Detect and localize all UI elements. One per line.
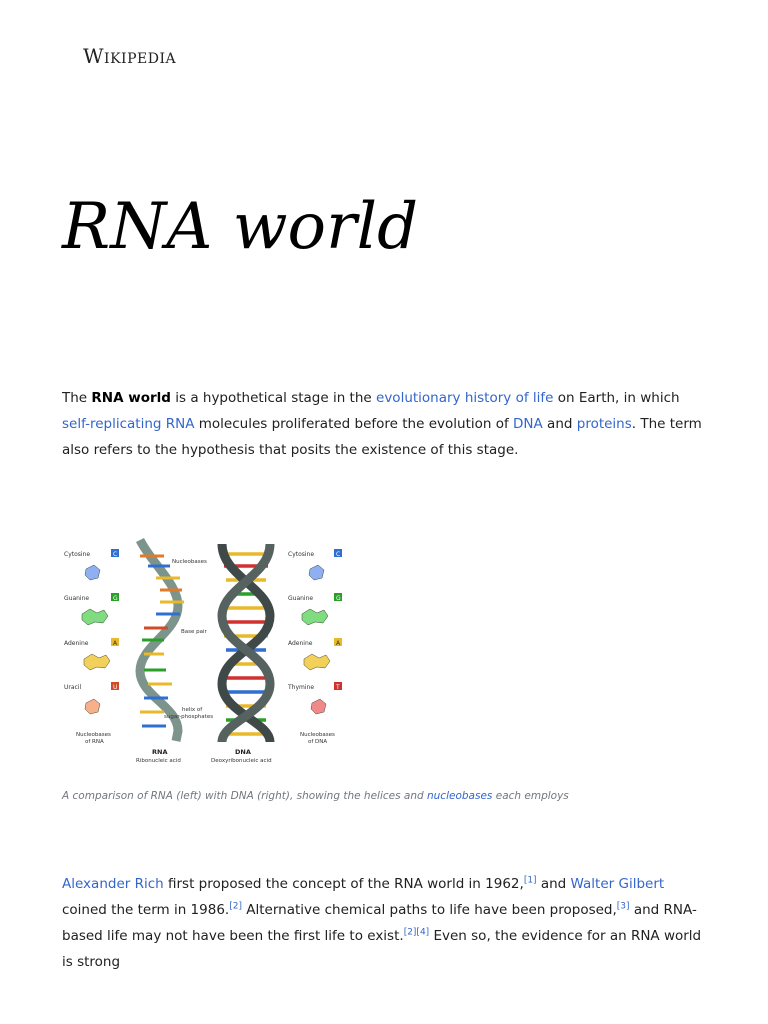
adenine-molecule-icon bbox=[304, 654, 330, 670]
dna-subtitle: Deoxyribonucleic acid bbox=[211, 758, 272, 764]
dna-bases-caption: Nucleobases bbox=[300, 732, 335, 738]
base-name: Cytosine bbox=[288, 551, 315, 558]
rna-helix bbox=[140, 540, 213, 741]
base-letter: A bbox=[336, 640, 341, 647]
history-paragraph bbox=[62, 871, 702, 975]
guanine-molecule-icon bbox=[82, 609, 108, 625]
guanine-molecule-icon bbox=[302, 609, 328, 625]
text: and bbox=[542, 416, 577, 432]
helix-label: helix of bbox=[182, 707, 203, 713]
thymine-molecule-icon bbox=[311, 699, 326, 714]
cytosine-molecule-icon bbox=[85, 565, 100, 580]
text: is a hypothetical stage in the bbox=[170, 390, 377, 406]
citation-link[interactable]: [2][4] bbox=[403, 927, 430, 938]
link-self-replicating-rna[interactable]: self-replicating RNA bbox=[62, 416, 195, 432]
text: A comparison of RNA (left) with DNA (right), showing the helices and bbox=[62, 790, 427, 802]
base-letter: G bbox=[336, 595, 341, 602]
rna-subtitle: Ribonucleic acid bbox=[136, 758, 181, 764]
citation-link[interactable]: [1] bbox=[523, 875, 537, 886]
base-letter: C bbox=[113, 551, 118, 558]
wikipedia-wordmark[interactable]: Wikipedia bbox=[83, 44, 177, 68]
base-name: Guanine bbox=[64, 595, 90, 602]
text: The bbox=[62, 390, 92, 406]
cytosine-molecule-icon bbox=[309, 565, 324, 580]
base-letter: A bbox=[113, 640, 118, 647]
link-dna[interactable]: DNA bbox=[513, 416, 543, 432]
base-name: Thymine bbox=[288, 684, 315, 691]
text: first proposed the concept of the RNA world in 1962, bbox=[163, 876, 524, 892]
rna-title: RNA bbox=[152, 748, 168, 756]
text: . The term also refers to the hypothesis that posits the existence of this stage. bbox=[62, 416, 702, 458]
text: on Earth, in which bbox=[553, 390, 680, 406]
base-name: Uracil bbox=[64, 684, 82, 691]
text: and RNA-based life may not have been the first life to exist. bbox=[62, 902, 697, 944]
link-walter-gilbert[interactable]: Walter Gilbert bbox=[570, 876, 665, 892]
text: molecules proliferated before the evolution of bbox=[194, 416, 514, 432]
text: Even so, the evidence for an RNA world is strong bbox=[62, 928, 702, 970]
base-name: Guanine bbox=[288, 595, 314, 602]
nucleobases-label: Nucleobases bbox=[172, 559, 207, 565]
base-name: Adenine bbox=[288, 640, 313, 647]
bold-term: RNA world bbox=[91, 390, 171, 406]
dna-helix bbox=[222, 544, 270, 742]
link-alexander-rich[interactable]: Alexander Rich bbox=[62, 876, 164, 892]
right-bases bbox=[287, 549, 342, 745]
base-letter: U bbox=[113, 684, 118, 691]
base-letter: C bbox=[336, 551, 341, 558]
link-evolutionary-history[interactable]: evolutionary history of life bbox=[376, 390, 554, 406]
rna-dna-diagram bbox=[60, 536, 356, 768]
helix-label: sugar-phosphates bbox=[164, 714, 214, 720]
base-letter: T bbox=[336, 684, 340, 691]
base-name: Adenine bbox=[64, 640, 89, 647]
link-proteins[interactable]: proteins bbox=[576, 416, 632, 432]
dna-backbone bbox=[222, 544, 270, 742]
left-bases bbox=[64, 549, 119, 745]
page-title: RNA world bbox=[62, 190, 419, 264]
base-name: Cytosine bbox=[64, 551, 91, 558]
citation-link[interactable]: [3] bbox=[616, 901, 630, 912]
base-pair-label: Base pair bbox=[181, 629, 207, 635]
link-nucleobases[interactable]: nucleobases bbox=[427, 790, 493, 802]
text: coined the term in 1986. bbox=[62, 902, 230, 918]
rna-bases-caption: of RNA bbox=[85, 739, 104, 745]
base-letter: G bbox=[113, 595, 118, 602]
figure-caption bbox=[62, 790, 569, 802]
text: and bbox=[536, 876, 571, 892]
citation-link[interactable]: [2] bbox=[229, 901, 242, 912]
text: each employs bbox=[492, 790, 569, 802]
uracil-molecule-icon bbox=[85, 699, 100, 714]
text: Alternative chemical paths to life have been proposed, bbox=[241, 902, 617, 918]
dna-title: DNA bbox=[235, 748, 251, 756]
adenine-molecule-icon bbox=[84, 654, 110, 670]
rna-bases-caption: Nucleobases bbox=[76, 732, 111, 738]
rna-dna-figure[interactable] bbox=[60, 536, 356, 768]
dna-bases-caption: of DNA bbox=[308, 739, 328, 745]
intro-paragraph bbox=[62, 385, 702, 463]
